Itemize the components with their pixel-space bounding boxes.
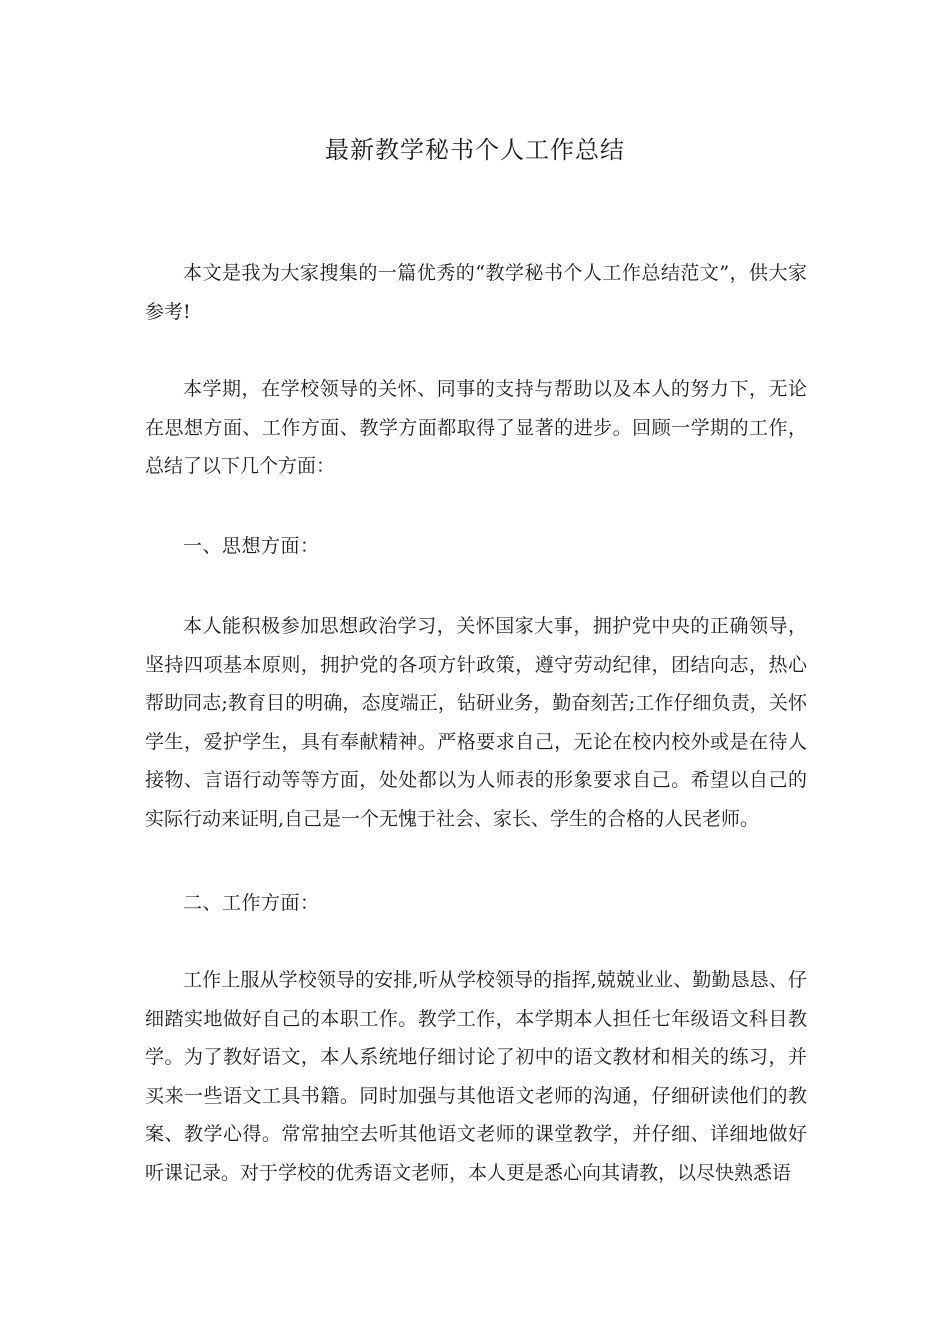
section-body-thought: 本人能积极参加思想政治学习，关怀国家大事，拥护党中央的正确领导，坚持四项基本原则，拥护党的各项方针政策，遵守劳动纪律，团结向志，热心帮助同志;教育目的明确，态度端正，钻研业务，勤奋刻苦;工作仔细负责，关怀学生，爱护学生，具有奉献精神。严格要求自己，无论在校内校外或是在待人接物、言语行动等等方面，处处都以为人师表的形象要求自己。希望以自己的实际行动来证明,自己是一个无愧于社会、家长、学生的合格的人民老师。 (145, 615, 807, 830)
intro-paragraph: 本文是我为大家搜集的一篇优秀的“教学秘书个人工作总结范文”，供大家参考! (145, 262, 807, 323)
section-heading-work: 二、工作方面： (183, 892, 320, 914)
section-heading-thought: 一、思想方面： (183, 535, 320, 557)
document-title: 最新教学秘书个人工作总结 (325, 136, 625, 164)
opening-paragraph: 本学期，在学校领导的关怀、同事的支持与帮助以及本人的努力下，无论在思想方面、工作方面、教学方面都取得了显著的进步。回顾一学期的工作，总结了以下几个方面： (145, 378, 807, 477)
section-body-work: 工作上服从学校领导的安排,听从学校领导的指挥,兢兢业业、勤勤恳恳、仔细踏实地做好自己的本职工作。教学工作，本学期本人担任七年级语文科目教学。为了教好语文，本人系统地仔细讨论了初中的语文教材和相关的练习，并买来一些语文工具书籍。同时加强与其他语文老师的沟通，仔细研读他们的教案、教学心得。常常抽空去听其他语文老师的课堂教学，并仔细、详细地做好听课记录。对于学校的优秀语文老师，本人更是悉心向其请教，以尽快熟悉语 (145, 969, 807, 1184)
